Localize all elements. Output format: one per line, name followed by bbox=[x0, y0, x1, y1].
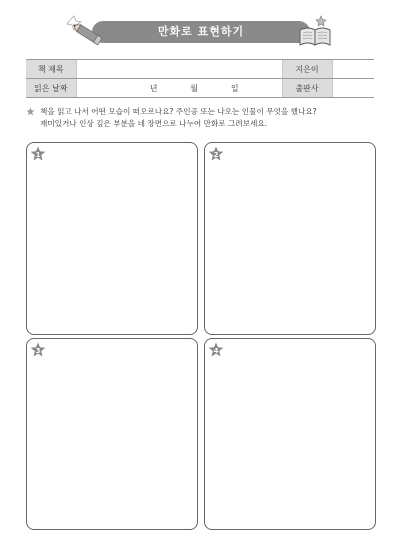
panel-number-badge bbox=[208, 146, 224, 162]
book-title-label: 책 제목 bbox=[26, 60, 76, 79]
read-date-field[interactable] bbox=[76, 79, 282, 98]
book-title-field[interactable] bbox=[76, 60, 282, 79]
book-info-table bbox=[26, 59, 374, 98]
read-date-label: 읽은 날짜 bbox=[26, 79, 76, 98]
panel-number-badge bbox=[208, 342, 224, 358]
publisher-field[interactable] bbox=[332, 79, 374, 98]
author-label: 지은이 bbox=[282, 60, 332, 79]
open-book-icon bbox=[297, 14, 333, 48]
instruction-line-2: 재미있거나 인상 깊은 부분을 네 장면으로 나누어 만화로 그려보세요. bbox=[40, 119, 268, 128]
panel-number: 1 bbox=[35, 151, 41, 159]
comic-panel-3[interactable] bbox=[26, 338, 198, 530]
title-banner bbox=[92, 21, 310, 43]
instruction-line-1: 책을 읽고 나서 어떤 모습이 떠오르나요? 주인공 또는 나오는 인물이 무엇을 했나요? bbox=[40, 107, 317, 116]
publisher-label: 출판사 bbox=[282, 79, 332, 98]
month-unit: 월 bbox=[190, 83, 198, 93]
panel-number: 2 bbox=[213, 151, 219, 159]
author-field[interactable] bbox=[332, 60, 374, 79]
star-bullet-icon bbox=[26, 107, 35, 116]
comic-panel-2[interactable] bbox=[204, 142, 376, 335]
panel-number-badge bbox=[30, 146, 46, 162]
table-row bbox=[26, 60, 374, 79]
day-unit: 일 bbox=[230, 83, 239, 93]
pencil-icon bbox=[66, 14, 106, 48]
comic-panel-1[interactable] bbox=[26, 142, 198, 335]
comic-panel-4[interactable] bbox=[204, 338, 376, 530]
panel-number-badge bbox=[30, 342, 46, 358]
panel-number: 3 bbox=[35, 347, 41, 355]
year-unit: 년 bbox=[149, 83, 158, 93]
instruction-text bbox=[26, 106, 376, 130]
panel-number: 4 bbox=[213, 347, 219, 355]
page-title: 만화로 표현하기 bbox=[157, 25, 245, 38]
table-row bbox=[26, 79, 374, 98]
